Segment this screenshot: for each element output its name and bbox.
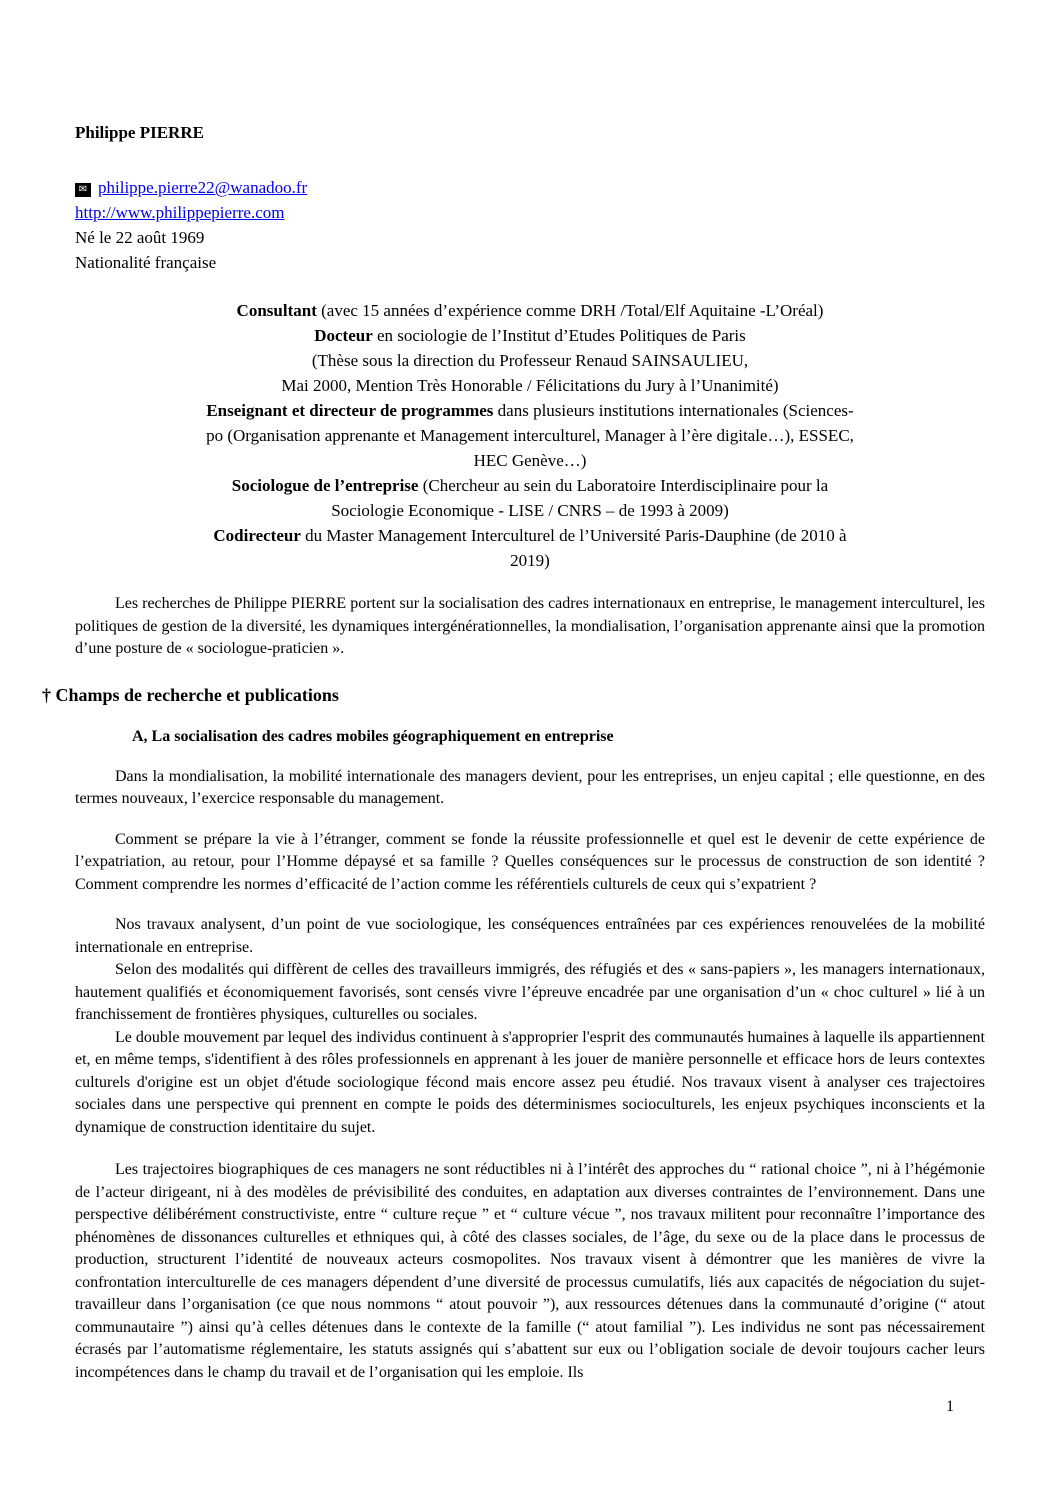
subsection-heading: A, La socialisation des cadres mobiles géographiquement en entreprise (132, 727, 614, 745)
nationality: Nationalité française (75, 253, 217, 272)
page-number: 1 (946, 1398, 954, 1415)
author-name: Philippe PIERRE (75, 123, 204, 142)
body-paragraph-1: Dans la mondialisation, la mobilité internationale des managers devient, pour les entreprises, un enjeu capital ; elle questionne, en des termes nouveaux, l’exercice responsable du management. (75, 767, 985, 807)
section-heading: † Champs de recherche et publications (42, 684, 339, 705)
title-line: Codirecteur du Master Management Interculturel de l’Université Paris-Dauphine (de 2010 à (213, 526, 847, 545)
title-line: 2019) (510, 551, 550, 570)
body-paragraph-6: Les trajectoires biographiques de ces managers ne sont réductibles ni à l’intérêt des approches du “ rational choice ”, ni à l’hégémonie de l’acteur dirigeant, ni à des modèles de prévisibilité des conduites, en adaptation aux diverses contraintes de l’environnement. Dans une perspective délibérément constructiviste, entre “ culture reçue ” et “ culture vécue ”, nos travaux militent pour reconnaître l’importance des phénomènes de dissonances culturelles et ethniques qui, à côté des classes sociales, de l’âge, du sexe ou de la place dans le processus de production, structurent l’identité de nouveaux acteurs cosmopolites. Nos travaux visent à démontrer que les manières de vivre la confrontation interculturelle de ces managers dépendent d’une diversité de processus cumulatifs, liés aux capacités de négociation du sujet-travailleur dans l’organisation (ce que nous nommons “ atout pouvoir ”), aux ressources détenues dans la communauté d’origine (“ atout communautaire ”) ainsi qu’à celles détenues dans le contexte de la famille (“ atout familial ”). Les individus ne sont pas nécessairement écrasés par l’automatisme réglementaire, les statuts assignés qui s’abattent sur eux ou l’obligation sociale de devoir toujours cacher leurs incompétences dans le champ du travail et de l’organisation qui les emploie. Ils (75, 1161, 985, 1381)
title-line: HEC Genève…) (473, 451, 587, 470)
website-link[interactable]: http://www.philippepierre.com (75, 203, 285, 222)
email-line (75, 175, 985, 200)
title-line: Consultant (avec 15 années d’expérience comme DRH /Total/Elf Aquitaine -L’Oréal) (236, 301, 824, 320)
title-line: Enseignant et directeur de programmes dans plusieurs institutions internationales (Sciences- (206, 401, 854, 420)
mail-icon: ✉ (75, 183, 91, 197)
title-line: Sociologie Economique - LISE / CNRS – de 1993 à 2009) (331, 501, 729, 520)
titles-block (75, 298, 985, 573)
body-paragraph-4: Selon des modalités qui diffèrent de celles des travailleurs immigrés, des réfugiés et des « sans-papiers », les managers internationaux, hautement qualifiés et économiquement favorisés, sont censés vivre l’épreuve encadrée par une organisation d’un « choc culturel » lié à un franchissement de frontières physiques, culturelles ou sociales. (75, 961, 985, 1023)
intro-paragraph: Les recherches de Philippe PIERRE portent sur la socialisation des cadres internationaux en entreprise, le management interculturel, les politiques de gestion de la diversité, les dynamiques intergénérationnelles, la mondialisation, l’organisation apprenante ainsi que la promotion d’une posture de « sociologue-praticien ». (75, 595, 985, 657)
title-line: po (Organisation apprenante et Management interculturel, Manager à l’ère digitale…), ESSEC, (206, 426, 854, 445)
website-line (75, 200, 985, 225)
title-line: Mai 2000, Mention Très Honorable / Félicitations du Jury à l’Unanimité) (281, 376, 779, 395)
body-paragraph-5: Le double mouvement par lequel des individus continuent à s'approprier l'esprit des communautés humaines à laquelle ils appartiennent et, en même temps, s'identifient à des rôles professionnels en apprenant à les jouer de manière personnelle et efficace hors de leurs contextes culturels d'origine est un objet d'étude sociologique fécond mais encore assez peu étudié. Nos travaux visent à analyser ces trajectoires sociales dans une perspective qui prennent en compte le poids des déterminismes socioculturels, les enjeux psychiques inconscients et la dynamique de construction identitaire du sujet. (75, 1028, 985, 1136)
title-line: Docteur en sociologie de l’Institut d’Etudes Politiques de Paris (314, 326, 746, 345)
body-paragraph-2: Comment se prépare la vie à l’étranger, comment se fonde la réussite professionnelle et quel est le devenir de cette expérience de l’expatriation, au retour, pour l’Homme dépaysé et sa famille ? Quelles conséquences sur le processus de construction de son identité ? Comment comprendre les normes d’efficacité de l’action comme les référentiels culturels de ceux qui s’expatrient ? (75, 830, 985, 893)
birthdate: Né le 22 août 1969 (75, 228, 205, 247)
title-line: (Thèse sous la direction du Professeur Renaud SAINSAULIEU, (311, 351, 749, 370)
email-link[interactable]: philippe.pierre22@wanadoo.fr (98, 178, 308, 197)
title-line: Sociologue de l’entreprise (Chercheur au sein du Laboratoire Interdisciplinaire pour la (231, 476, 829, 495)
body-paragraph-3: Nos travaux analysent, d’un point de vue sociologique, les conséquences entraînées par ces expériences renouvelées de la mobilité internationale en entreprise. (75, 916, 985, 956)
